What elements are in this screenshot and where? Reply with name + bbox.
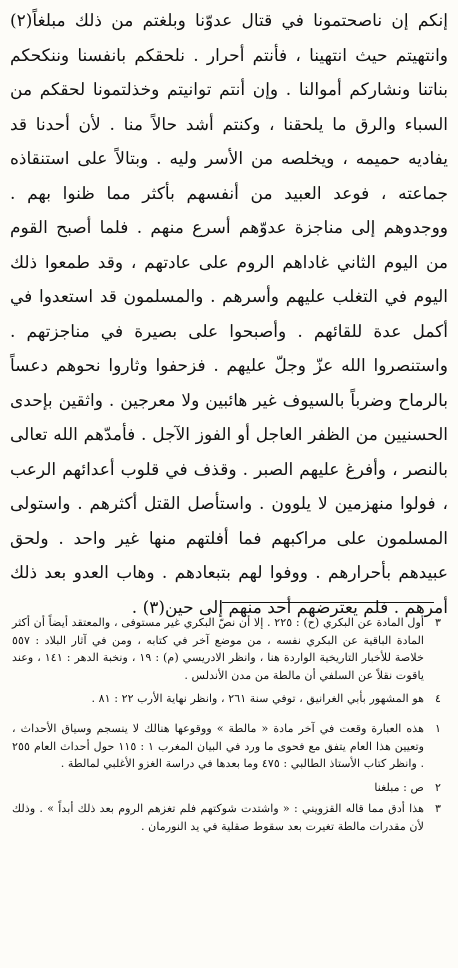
footnote-text: ص : مبلغنا — [374, 780, 424, 794]
main-paragraph: إنكم إن ناصحتمونا في قتال عدوّنا وبلغتم من ذلك مبلغاً(٢) وانتهيتم حيث انتهينا ، فأنتم أحرار . نلحقكم بانفسنا وننكحكم بناتنا ونشاركم أموالنا . وإن أنتم توانيتم وخذلتمونا لحقكم من السباء والرق ما يلحقنا ، وكنتم أشد حالاً منا . لأن أحدنا قد يفاديه حميمه ، ويخلصه من الأسر وليه . وبتالاً على استنقاذه جماعته ، فوعد العبيد من أنفسهم بأكثر مما ظنوا بهم . ووجدوهم إلى مناجزة عدوّهم أسرع منهم . فلما أصبح القوم من اليوم الثاني غاداهم الروم على عادتهم ، وقد طمعوا ذلك اليوم في التغلب عليهم وأسرهم . والمسلمون قد استعدوا في أكمل عدة للقائهم . وأصبحوا على بصيرة في مناجزتهم . واستنصروا الله عزّ وجلّ عليهم . فزحفوا وثاروا نحوهم دعساً بالرماح وضرباً بالسيوف غير هائبين ولا معرجين . واثقين بإحدى الحسنيين من الظفر العاجل أو الفوز الآجل . فأمدّهم الله تعالى بالنصر ، وأفرغ عليهم الصبر . وقذف في قلوب أعدائهم الرعب ، فولوا منهزمين لا يلوون . واستأصل القتل أكثرهم . واستولى المسلمون على مراكبهم فما أفلتهم منها غير واحد . ولحق عبيدهم بأحرارهم . ووفوا لهم بتبعادهم . وهاب العدو بعد ذلك أمرهم . فلم يعترضهم أحد منهم إلى حين(٣) . — [10, 11, 448, 618]
footnote-number: ١ — [435, 721, 441, 735]
footnote — [12, 690, 446, 708]
footnote-text: هو المشهور بأبي الغرانيق ، توفي سنة ٢٦١ ، وانظر نهاية الأرب ٢٢ : ٨١ . — [91, 692, 424, 706]
footnote — [12, 800, 446, 835]
footnotes — [12, 614, 446, 964]
footnote-text: هذه العبارة وقعت في آخر مادة « مالطة » ووقوعها هنالك لا ينسجم وسياق الأحداث ، وتعيين هذا العام يتفق مع فحوى ما ورد في البيان المغرب ١ : ١١٥ حول أحداث العام ٢٥٥ . وانظر كتاب الأستاذ الطالبي : ٤٧٥ وما بعدها في دراسة الغزو الأغلبي لمالطة . — [12, 721, 424, 771]
footnote-group-gap — [12, 712, 446, 720]
footnote-number: ٢ — [435, 780, 441, 794]
main-text-block — [10, 4, 448, 618]
footnote — [12, 614, 446, 684]
footnote — [12, 779, 446, 797]
footnote-separator — [222, 602, 434, 603]
footnote-number: ٣ — [435, 616, 441, 629]
footnote-number: ٣ — [435, 802, 441, 816]
footnote-text: أول المادة عن البكري (ح) : ٢٢٥ . إلا أن نصّ البكري غير مستوفى ، والمعتقد أيضاً أن أكثر المادة الباقية عن البكري نفسه ، من موضع آخر في كتابه ، ومن في آثار البلاد : ٥٥٧ خلاصة للأخبار التاريخية الواردة هنا ، وانظر الادريسي (م) : ١٩ ، ونخبة الدهر : ١٤١ ، وعند ياقوت نقلاً عن السلفي أن مالطة من مدن الأندلس . — [12, 616, 424, 682]
footnote-text: هذا أدق مما قاله القزويني : « واشتدت شوكتهم فلم تغزهم الروم بعد ذلك أبداً » . وذلك لأن مقدرات مالطة تغيرت بعد سقوط صقلية في يد النورمان . — [12, 802, 424, 833]
footnote-number: ٤ — [435, 692, 441, 706]
footnote — [12, 720, 446, 773]
